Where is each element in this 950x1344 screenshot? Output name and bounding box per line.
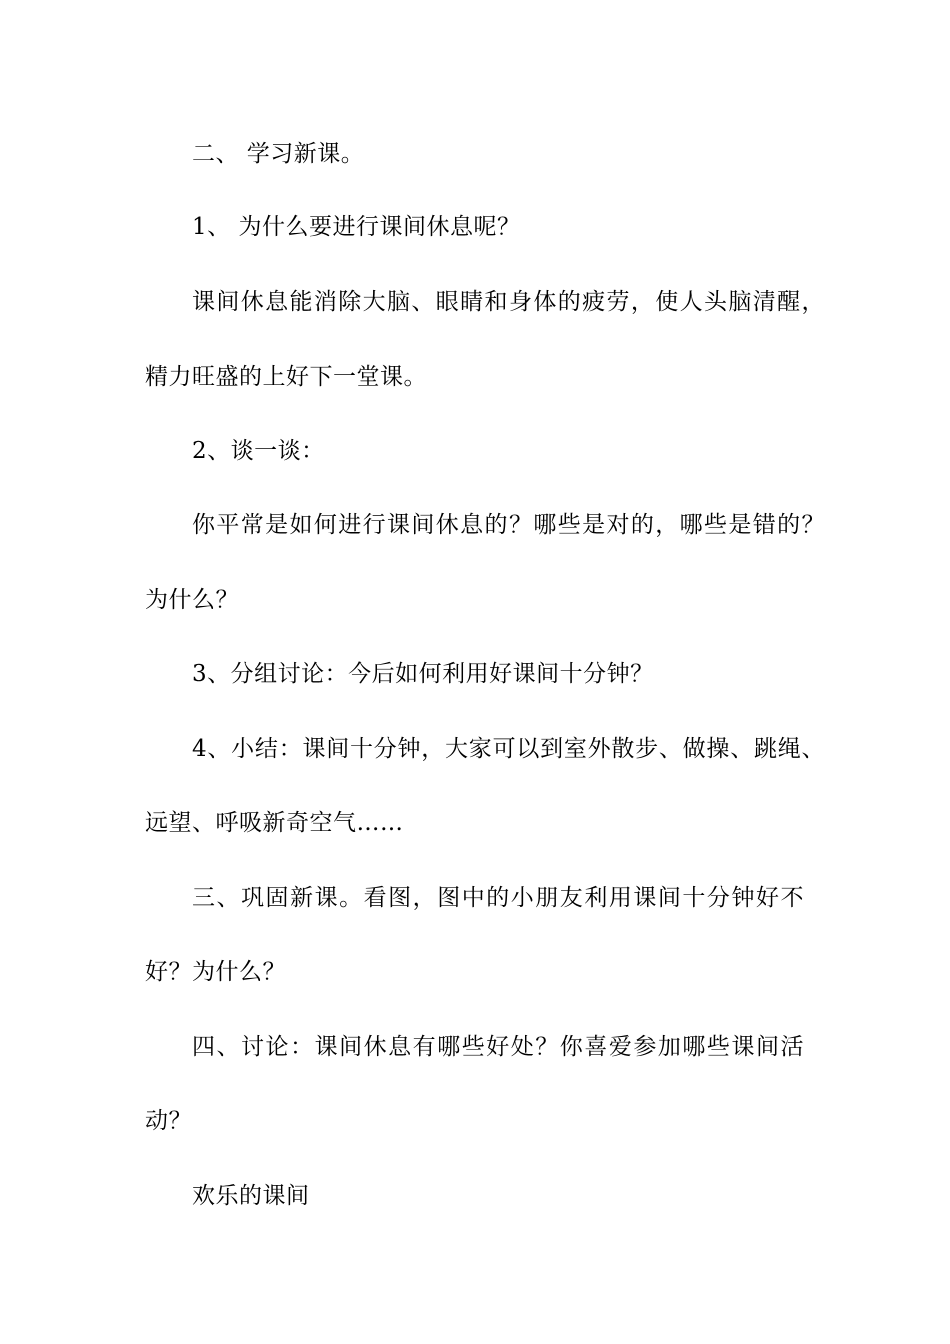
section-heading-two: 二、 学习新课。: [192, 141, 365, 167]
paragraph-line: 好？为什么？: [145, 959, 286, 985]
paragraph-line: 你平常是如何进行课间休息的？哪些是对的，哪些是错的？: [192, 512, 825, 538]
question-one: 1、 为什么要进行课间休息呢？: [192, 214, 521, 240]
section-heading-three: 三、巩固新课。看图，图中的小朋友利用课间十分钟好不: [192, 885, 804, 911]
paragraph-line: 课间休息能消除大脑、眼睛和身体的疲劳，使人头脑清醒，: [192, 289, 825, 315]
subtitle: 欢乐的课间: [192, 1183, 310, 1209]
item-three: 3、分组讨论：今后如何利用好课间十分钟？: [192, 661, 654, 687]
paragraph-line: 4、小结：课间十分钟，大家可以到室外散步、做操、跳绳、: [192, 736, 825, 762]
paragraph-line: 精力旺盛的上好下一堂课。: [145, 364, 427, 390]
item-two-heading: 2、谈一谈：: [192, 438, 325, 464]
paragraph-line: 远望、呼吸新奇空气……: [145, 810, 404, 836]
section-heading-four: 四、讨论：课间休息有哪些好处？你喜爱参加哪些课间活: [192, 1034, 804, 1060]
paragraph-line: 动？: [145, 1108, 192, 1134]
paragraph-line: 为什么？: [145, 587, 239, 613]
